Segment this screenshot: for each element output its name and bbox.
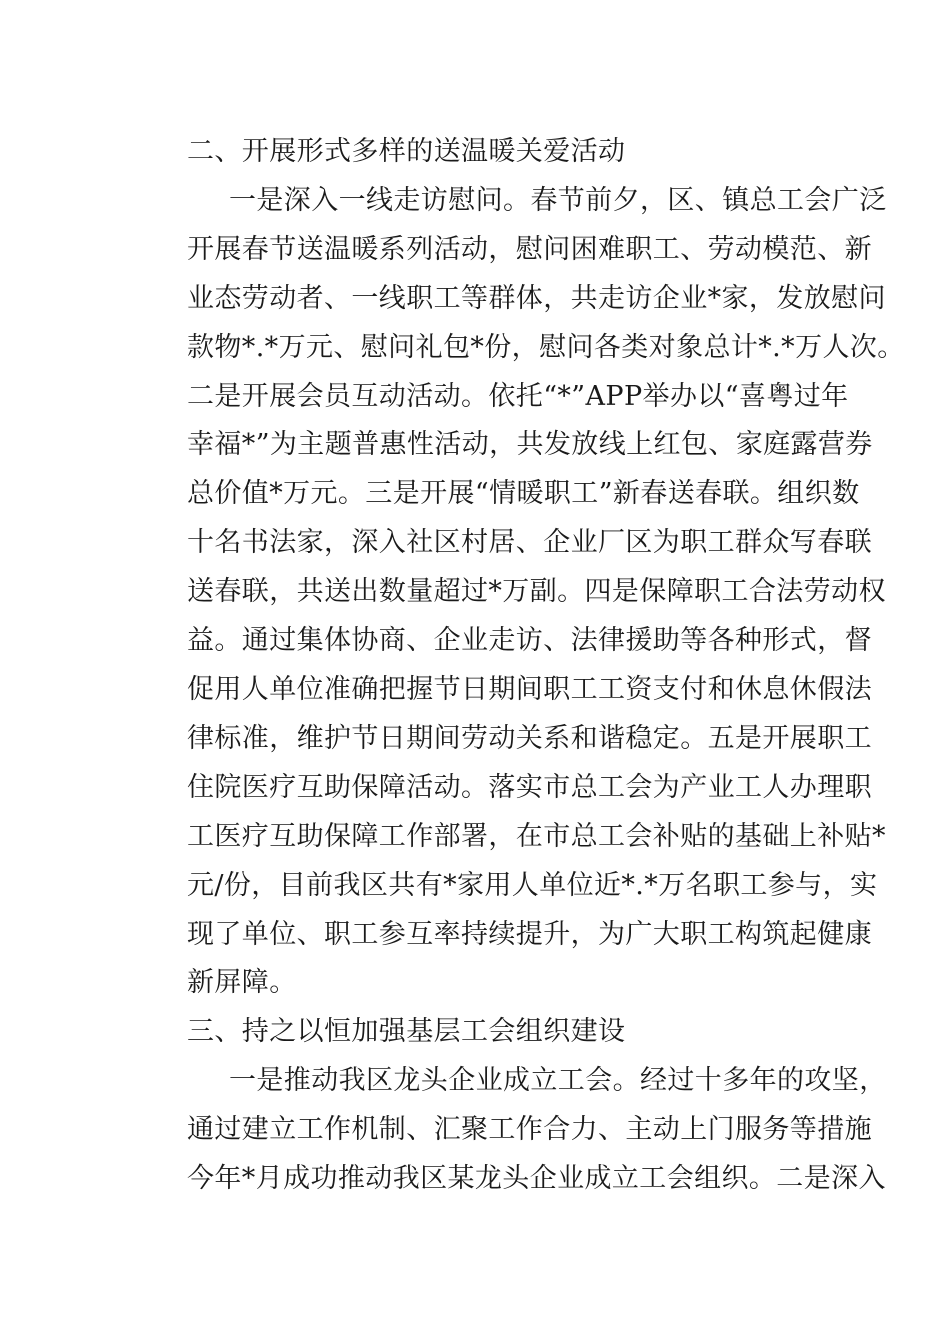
text-line: 工医疗互助保障工作部署，在市总工会补贴的基础上补贴*	[187, 820, 886, 852]
section-2-paragraph	[145, 177, 905, 1008]
text-line: 今年*月成功推动我区某龙头企业成立工会组织。二是深入	[187, 1163, 886, 1195]
text-line: 业态劳动者、一线职工等群体，共走访企业*家，发放慰问	[187, 282, 886, 314]
text-line: 元/份，目前我区共有*家用人单位近*.*万名职工参与，实	[187, 869, 878, 901]
text-line: 十名书法家，深入社区村居、企业厂区为职工群众写春联	[187, 527, 872, 559]
text-line: 幸福*”为主题普惠性活动，共发放线上红包、家庭露营券	[187, 429, 873, 461]
section-3-paragraph	[145, 1057, 887, 1204]
text-line: 二是开展会员互动活动。依托“*”APP举办以“喜粤过年	[187, 380, 849, 412]
text-line: 住院医疗互助保障活动。落实市总工会为产业工人办理职	[187, 771, 872, 803]
section-heading-2: 二、开展形式多样的送温暖关爱活动	[187, 136, 626, 167]
text-line: 送春联，共送出数量超过*万副。四是保障职工合法劳动权	[187, 576, 886, 608]
text-line: 律标准，维护节日期间劳动关系和谐稳定。五是开展职工	[187, 722, 872, 754]
text-line: 促用人单位准确把握节日期间职工工资支付和休息休假法	[187, 673, 872, 705]
section-heading-3: 三、持之以恒加强基层工会组织建设	[187, 1016, 626, 1048]
text-line: 一是推动我区龙头企业成立工会。经过十多年的攻坚，	[229, 1065, 887, 1097]
text-line: 开展春节送温暖系列活动，慰问困难职工、劳动模范、新	[187, 233, 872, 265]
text-line: 现了单位、职工参互率持续提升，为广大职工构筑起健康	[187, 918, 872, 950]
text-line: 款物*.*万元、慰问礼包*份，慰问各类对象总计*.*万人次。	[187, 331, 905, 363]
text-line: 一是深入一线走访慰问。春节前夕，区、镇总工会广泛	[229, 184, 887, 216]
text-line: 总价值*万元。三是开展“情暖职工”新春送春联。组织数	[187, 478, 860, 510]
text-line: 益。通过集体协商、企业走访、法律援助等各种形式，督	[187, 625, 872, 657]
document-body	[145, 128, 905, 1204]
text-line: 新屏障。	[187, 967, 297, 999]
text-line: 通过建立工作机制、汇聚工作合力、主动上门服务等措施	[187, 1114, 872, 1146]
